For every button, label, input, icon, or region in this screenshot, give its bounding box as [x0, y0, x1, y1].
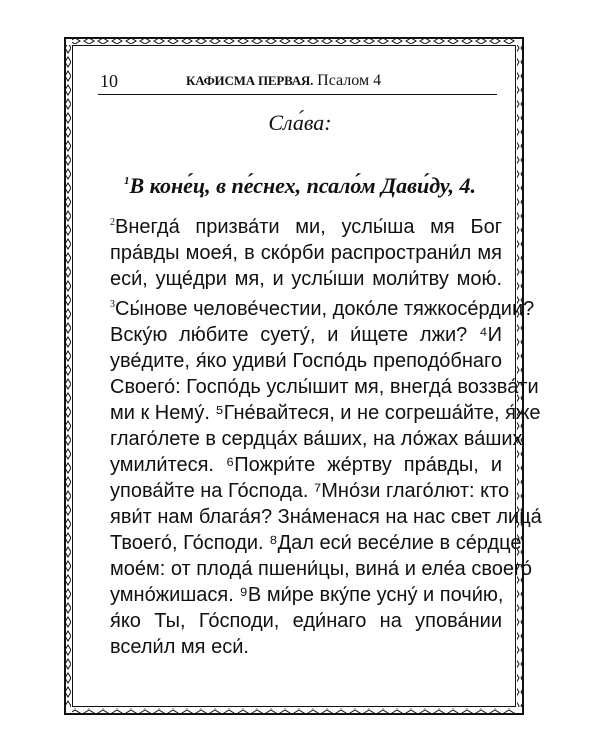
psalm-verses — [110, 210, 542, 660]
psalm-title — [0, 173, 600, 199]
verse-line — [110, 266, 502, 292]
verse-text: всели́л мя еси́. — [110, 636, 249, 658]
verse-line — [110, 634, 502, 660]
psalm-title-text: В коне́ц, в пе́снех, псало́м Дави́ду, 4. — [129, 173, 477, 198]
verse-text: Вску́ю лю́бите суету́, и и́щете лжи? ⁴И — [110, 324, 502, 346]
verse-line — [110, 504, 542, 530]
verse-line — [110, 400, 541, 426]
verse-text: глаго́лете в сердца́х ва́ших, на ло́жах ва́ших — [110, 428, 523, 450]
verse-line — [110, 452, 502, 478]
verse-text: Твоего́, Го́споди. ⁸Дал еси́ весе́лие в се́рдце — [110, 532, 522, 554]
verse-line — [110, 322, 502, 348]
verse-number: 2 — [110, 217, 115, 228]
verse-text: упова́йте на Го́спода. ⁷Мно́зи глаго́лют: кто — [110, 480, 510, 502]
verse-line — [110, 478, 510, 504]
verse-text: яви́т нам блага́я? Зна́менася на нас свет лица́ — [110, 506, 542, 528]
verse-text: умили́теся. ⁶Пожри́те же́ртву пра́вды, и — [110, 454, 502, 476]
verse-text: пра́вды моея́, в ско́рби распространи́л мя — [110, 242, 502, 264]
psalm-title-verse-number: 1 — [123, 175, 130, 187]
verse-text: Своего́: Госпо́дь услы́шит мя, внегда́ воззва́ти — [110, 376, 539, 398]
verse-text: ми к Нему́. ⁵Гне́вайтеся, и не согреша́йте, я́же — [110, 402, 541, 424]
verse-text: уве́дите, я́ко удиви́ Госпо́дь преподо́бнаго — [110, 350, 502, 372]
verse-line — [110, 582, 502, 608]
verse-text: умно́жишася. ⁹В ми́ре вку́пе усну́ и почи́ю, — [110, 584, 504, 606]
running-header — [98, 68, 497, 95]
page-number: 10 — [100, 71, 118, 91]
verse-line — [110, 292, 535, 322]
verse-text: еси́, уще́дри мя, и услы́ши моли́тву мою́. — [110, 268, 502, 290]
verse-line — [110, 240, 502, 266]
verse-line — [110, 426, 523, 452]
verse-text: я́ко Ты, Го́споди, еди́наго на упова́нии — [110, 610, 502, 632]
verse-line — [110, 210, 502, 240]
verse-line — [110, 374, 539, 400]
verse-number: 3 — [110, 299, 115, 310]
verse-text: Сы́нове челове́честии, доко́ле тяжкосе́рдии? — [115, 298, 535, 320]
running-title — [186, 72, 381, 90]
psalm-label: Псалом 4 — [317, 72, 382, 89]
verse-line — [110, 608, 502, 634]
kathisma-label: КАФИСМА ПЕРВАЯ. — [186, 73, 314, 88]
verse-text: Внегда́ призва́ти ми, услы́ша мя Бог — [115, 216, 502, 238]
slava-heading: Сла́ва: — [268, 110, 332, 135]
verse-text: мое́м: от плода́ пшени́цы, вина́ и еле́а своего́ — [110, 558, 532, 580]
verse-line — [110, 348, 502, 374]
verse-line — [110, 530, 522, 556]
verse-line — [110, 556, 532, 582]
